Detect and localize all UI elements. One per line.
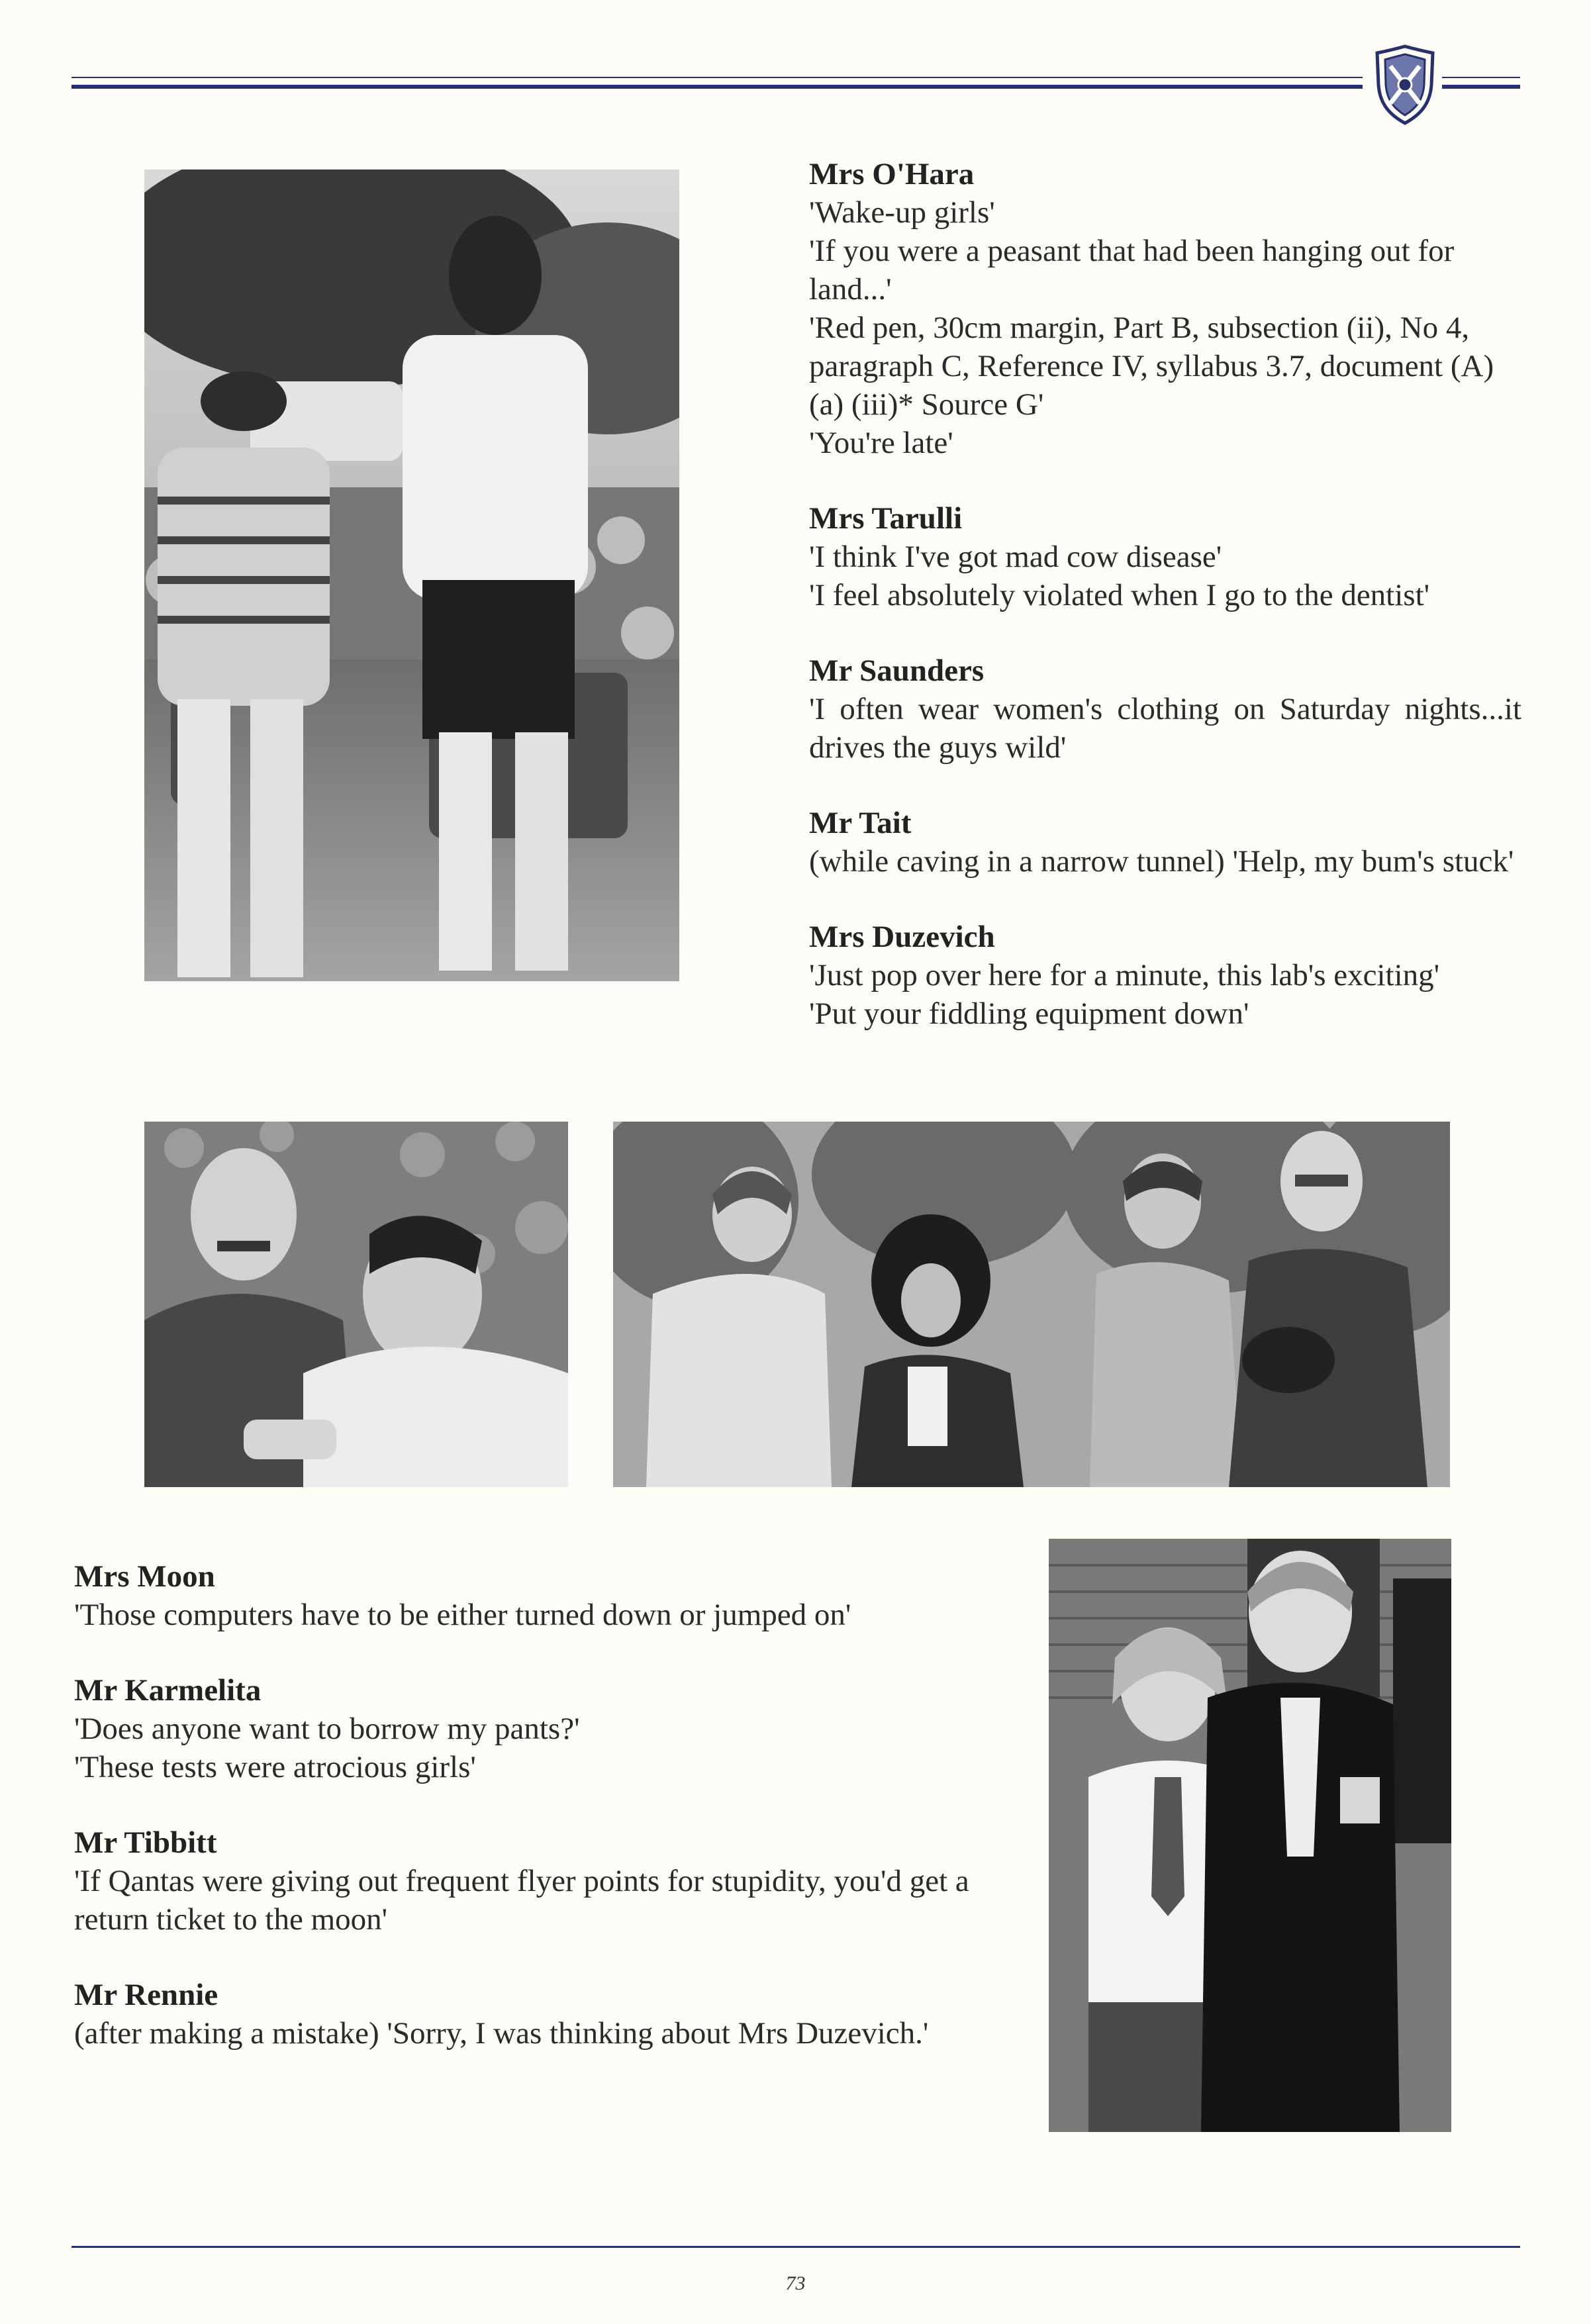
header-rule bbox=[72, 85, 1363, 89]
quote-line: 'If Qantas were giving out frequent flyer points for stupidity, you'd get a return ticket to the moon' bbox=[74, 1864, 969, 1937]
quote-block-tait bbox=[809, 804, 1521, 881]
speaker-name: Mrs O'Hara bbox=[809, 157, 975, 191]
photo-two-students-smiling bbox=[1049, 1539, 1451, 2132]
quote-line: 'I feel absolutely violated when I go to the dentist' bbox=[809, 578, 1430, 612]
quote-line: 'Just pop over here for a minute, this lab's exciting' bbox=[809, 958, 1440, 993]
quote-block-karmelita bbox=[74, 1671, 1028, 1786]
quote-block-duzevich bbox=[809, 918, 1521, 1033]
quote-block-ohara bbox=[809, 155, 1521, 462]
quote-line: 'Does anyone want to borrow my pants?' bbox=[74, 1712, 580, 1746]
header-rule-thin bbox=[72, 77, 1363, 78]
photo-teachers-watching-assembly bbox=[144, 169, 679, 981]
page-number: 73 bbox=[785, 2272, 806, 2294]
quote-line: 'I think I've got mad cow disease' bbox=[809, 540, 1222, 574]
speaker-name: Mr Tibbitt bbox=[74, 1825, 217, 1860]
speaker-name: Mr Karmelita bbox=[74, 1673, 262, 1708]
header-rule-right bbox=[1442, 85, 1520, 89]
speaker-name: Mr Saunders bbox=[809, 654, 985, 688]
quote-line: 'I often wear women's clothing on Saturday nights...it drives the guys wild' bbox=[809, 692, 1521, 765]
speaker-name: Mr Rennie bbox=[74, 1978, 218, 2012]
left-quotes bbox=[74, 1557, 1028, 2090]
quote-block-rennie bbox=[74, 1976, 1028, 2053]
quote-block-tibbitt bbox=[74, 1823, 1028, 1939]
quote-line: 'Those computers have to be either turned down or jumped on' bbox=[74, 1598, 851, 1632]
quote-block-saunders bbox=[809, 652, 1521, 767]
header-rule-right-thin bbox=[1442, 77, 1520, 78]
quote-block-moon bbox=[74, 1557, 1028, 1634]
speaker-name: Mr Tait bbox=[809, 806, 912, 840]
photo-two-men-outdoors bbox=[144, 1122, 568, 1487]
quote-line: 'Red pen, 30cm margin, Part B, subsection (ii), No 4, paragraph C, Reference IV, syllabus 3.7, document (A) (a) (iii)* Source G' bbox=[809, 311, 1494, 422]
quote-line: 'If you were a peasant that had been hanging out for land...' bbox=[809, 234, 1455, 307]
photo-four-women-teachers bbox=[613, 1122, 1450, 1487]
quote-line: 'You're late' bbox=[809, 426, 953, 460]
quote-line: 'Wake-up girls' bbox=[809, 195, 995, 230]
quote-line: 'These tests were atrocious girls' bbox=[74, 1750, 476, 1784]
footer-rule bbox=[72, 2246, 1520, 2248]
quote-line: (while caving in a narrow tunnel) 'Help, my bum's stuck' bbox=[809, 844, 1514, 879]
quote-block-tarulli bbox=[809, 499, 1521, 614]
school-crest-icon bbox=[1373, 44, 1437, 126]
speaker-name: Mrs Duzevich bbox=[809, 920, 995, 954]
right-quotes bbox=[809, 155, 1521, 1070]
speaker-name: Mrs Moon bbox=[74, 1559, 215, 1594]
quote-line: 'Put your fiddling equipment down' bbox=[809, 996, 1249, 1031]
speaker-name: Mrs Tarulli bbox=[809, 501, 963, 536]
quote-line: (after making a mistake) 'Sorry, I was thinking about Mrs Duzevich.' bbox=[74, 2016, 929, 2051]
